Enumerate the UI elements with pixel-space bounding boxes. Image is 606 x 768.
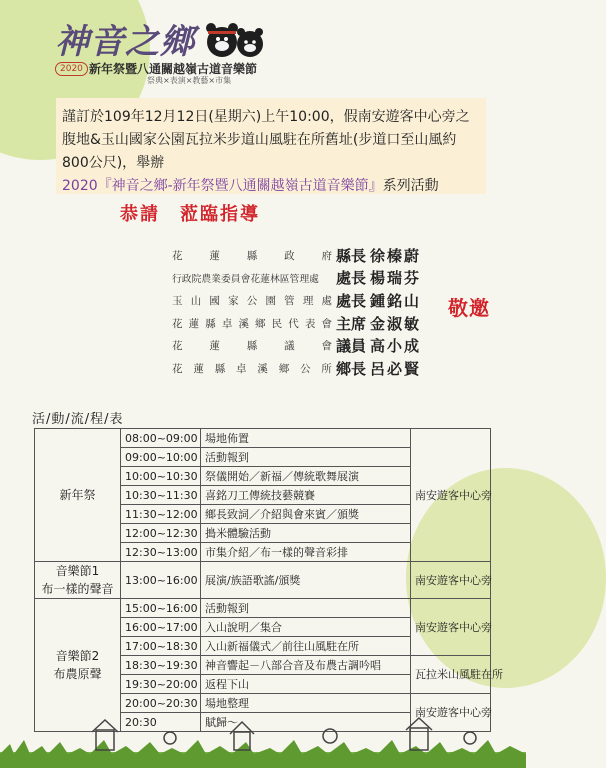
time-cell: 12:00~12:30 [121,524,201,543]
event-cell: 返程下山 [201,675,411,694]
logo-year-badge: 2020 [55,62,88,76]
org-char: 管 [284,294,295,307]
event-cell: 祭儀開始／新福／傳統歌舞展演 [201,467,411,486]
event-cell: 場地整理 [201,694,411,713]
event-cell: 展演/族語歌謠/頒獎 [201,562,411,599]
event-cell: 活動報到 [201,599,411,618]
official-title: 議員 [335,337,366,356]
logo-script-title: 神音之鄉 [55,22,195,62]
org-char: 理 [302,294,314,307]
official-org [172,293,332,308]
org-char: 花 [172,362,183,375]
org-char: 花 [172,340,183,353]
official-row [172,312,438,335]
officials-list [172,244,438,380]
org-char: 公 [246,294,258,307]
location-cell: 南安遊客中心旁 [411,562,491,599]
official-row [172,357,438,380]
schedule-row [35,562,491,599]
schedule-title: 活/動/流/程/表 [32,412,124,427]
time-cell: 16:00~17:00 [121,618,201,637]
org-char: 山 [190,294,202,307]
event-cell: 鄉長致詞／介紹與會來賓／頒獎 [201,505,411,524]
official-org [172,338,332,353]
official-org [172,248,332,263]
org-char: 園 [265,294,276,307]
official-title: 主席 [335,314,366,333]
event-cell: 神音響起－八部合音及布農古調吟唱 [201,656,411,675]
time-cell: 09:00~10:00 [121,448,201,467]
time-cell: 20:00~20:30 [121,694,201,713]
official-row [172,334,438,357]
org-char: 蓮 [209,340,220,353]
org-char: 議 [284,340,295,353]
event-cell: 活動報到 [201,448,411,467]
cell-line: 布農原聲 [53,667,102,681]
org-char: 蓮 [193,362,204,375]
org-char: 家 [228,294,239,307]
group-cell: 新年祭 [35,429,121,562]
org-char: 卓 [236,362,247,375]
location-cell: 南安遊客中心旁 [411,694,491,732]
official-row [172,289,438,312]
official-name: 鍾銘山 [370,291,422,310]
official-name: 金淑敏 [370,314,422,333]
time-cell: 20:30 [121,713,201,732]
official-name: 呂必賢 [370,359,422,378]
org-char: 花 [172,317,183,330]
time-cell: 18:30~19:30 [121,656,201,675]
logo-event-title: 新年祭暨八通關越嶺古道音樂節 [89,62,258,76]
org-char: 卓 [221,317,233,330]
time-cell: 15:00~16:00 [121,599,201,618]
time-cell: 08:00~09:00 [121,429,201,448]
footer-decoration [0,710,526,768]
org-char: 花 [172,249,183,262]
org-char: 國 [209,294,220,307]
official-title: 縣長 [335,246,366,265]
schedule-table [34,428,503,732]
official-title: 鄉長 [335,359,366,378]
org-char: 縣 [205,317,216,330]
bear-mascot-icon [200,18,272,62]
org-char: 處 [321,294,332,307]
official-title: 處長 [335,269,366,288]
schedule-row [35,599,491,618]
org-char: 公 [300,362,311,375]
intro-text [62,106,482,198]
org-char: 蓮 [188,317,200,330]
event-cell: 搗米體驗活動 [201,524,411,543]
official-row [172,267,438,290]
org-char: 會 [321,317,332,330]
official-name: 楊瑞芬 [370,269,422,288]
event-cell: 市集介紹／布一樣的聲音彩排 [201,543,411,562]
official-title: 處長 [335,291,366,310]
org-char: 鄉 [278,362,290,375]
invite-line: 恭請 蒞臨指導 [120,204,260,225]
event-cell: 入山說明／集合 [201,618,411,637]
official-name: 高小成 [370,337,422,356]
location-cell: 南安遊客中心旁 [411,599,491,656]
time-cell: 11:30~12:00 [121,505,201,524]
org-char: 府 [321,249,332,262]
org-char: 表 [304,317,316,330]
intro-highlight: 2020『神音之鄉-新年祭暨八通關越嶺古道音樂節』 [62,178,383,194]
respect-text: 敬邀 [448,296,490,320]
official-org [172,361,332,376]
org-char: 溪 [257,362,268,375]
org-char: 所 [321,362,332,375]
intro-tail: 系列活動 [382,178,439,194]
time-cell: 19:30~20:00 [121,675,201,694]
event-cell: 賦歸～ [201,713,411,732]
event-cell: 入山新福儀式／前往山風駐在所 [201,637,411,656]
intro-body: 謹訂於109年12月12日(星期六)上午10:00，假南安遊客中心旁之腹地&玉山國家公園瓦拉米步道山風駐在所舊址(步道口至山風約800公尺)，舉辦 [62,109,470,171]
official-name: 徐榛蔚 [370,246,422,265]
org-char: 縣 [246,249,258,262]
event-logo [55,14,275,88]
official-row [172,244,438,267]
time-cell: 17:00~18:30 [121,637,201,656]
event-cell: 喜銘刀工傳統技藝競賽 [201,486,411,505]
official-org [172,316,332,331]
org-char: 政 [284,249,295,262]
org-char: 蓮 [209,249,220,262]
org-char: 民 [271,317,283,330]
org-char: 會 [321,340,332,353]
org-char: 溪 [238,317,249,330]
org-char: 縣 [214,362,226,375]
time-cell: 10:00~10:30 [121,467,201,486]
logo-subtitle: 祭典×表演×教藝×市集 [147,76,232,85]
official-org: 行政院農業委員會花蓮林區管理處 [172,273,319,285]
cell-line: 布一樣的聲音 [41,582,114,596]
time-cell: 12:30~13:00 [121,543,201,562]
org-char: 縣 [246,340,258,353]
cell-line: 音樂節2 [55,649,100,663]
org-char: 鄉 [255,317,266,330]
org-char: 代 [288,317,299,330]
time-cell: 13:00~16:00 [121,562,201,599]
time-cell: 10:30~11:30 [121,486,201,505]
location-cell: 瓦拉米山風駐在所 [411,656,491,694]
schedule-row [35,429,491,448]
location-cell: 南安遊客中心旁 [411,429,491,562]
cell-line: 音樂節1 [55,564,100,578]
event-cell: 場地佈置 [201,429,411,448]
group-cell [35,562,121,599]
org-char: 玉 [172,294,183,307]
